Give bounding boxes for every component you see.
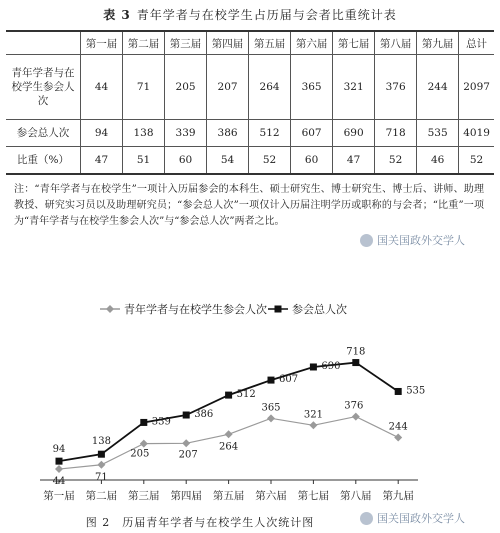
column-header: 第四届 bbox=[207, 31, 249, 55]
column-header: 第六届 bbox=[291, 31, 333, 55]
table-cell: 2097 bbox=[459, 55, 494, 120]
table-cell: 94 bbox=[81, 120, 123, 147]
watermark-text: 国关国政外交学人 bbox=[377, 234, 465, 247]
data-label: 138 bbox=[91, 436, 111, 448]
x-tick-label: 第一届 bbox=[43, 490, 75, 502]
table-row bbox=[6, 55, 494, 120]
table-row bbox=[6, 147, 494, 175]
column-header: 总计 bbox=[459, 31, 494, 55]
table-cell: 4019 bbox=[459, 120, 494, 147]
table-cell: 46 bbox=[417, 147, 459, 175]
data-label: 365 bbox=[261, 402, 281, 414]
table-cell: 205 bbox=[165, 55, 207, 120]
x-tick-label: 第六届 bbox=[255, 490, 287, 502]
data-point bbox=[225, 392, 232, 399]
table-note: 注：“青年学者与在校学生”一项计入历届参会的本科生、硕士研究生、博士研究生、博士后、讲师、助理教授、研究实习员以及助理研究员；“参会总人次”一项仅计入历届注明学历或职称的与会者；“比重”一项为“青年学者与在校学生参会人次”与“参会总人次”两者之比。 bbox=[14, 184, 484, 227]
data-point bbox=[268, 377, 275, 384]
x-tick-label: 第九届 bbox=[382, 490, 414, 502]
table-cell: 52 bbox=[375, 147, 417, 175]
x-tick-label: 第三届 bbox=[128, 490, 160, 502]
row-label: 青年学者与在校学生参会人次 bbox=[6, 55, 81, 120]
legend-marker bbox=[106, 305, 114, 313]
table-cell: 512 bbox=[249, 120, 291, 147]
table-row bbox=[6, 120, 494, 147]
data-label: 339 bbox=[151, 416, 171, 428]
data-point bbox=[310, 363, 317, 370]
data-label: 718 bbox=[346, 346, 366, 358]
legend-label: 参会总人次 bbox=[292, 303, 347, 316]
data-label: 512 bbox=[236, 389, 256, 401]
column-header: 第一届 bbox=[81, 31, 123, 55]
column-header: 第七届 bbox=[333, 31, 375, 55]
data-label: 207 bbox=[178, 449, 198, 461]
data-point bbox=[352, 359, 359, 366]
wechat-icon bbox=[360, 234, 373, 247]
table-cell: 60 bbox=[291, 147, 333, 175]
x-tick-label: 第二届 bbox=[85, 490, 118, 502]
table-title-text: 青年学者与在校学生占历届与会者比重统计表 bbox=[136, 8, 397, 22]
data-label: 535 bbox=[406, 385, 426, 397]
data-label: 386 bbox=[194, 409, 214, 421]
data-label: 264 bbox=[219, 441, 239, 453]
table-cell: 264 bbox=[249, 55, 291, 120]
table-header-row bbox=[6, 31, 494, 55]
data-point bbox=[225, 430, 233, 438]
data-point bbox=[56, 458, 63, 465]
row-label: 参会总人次 bbox=[6, 120, 81, 147]
table-cell: 47 bbox=[81, 147, 123, 175]
table-label: 表 3 bbox=[103, 8, 131, 22]
data-label: 205 bbox=[130, 448, 150, 460]
data-point bbox=[182, 439, 190, 447]
data-point bbox=[395, 388, 402, 395]
table-cell: 138 bbox=[123, 120, 165, 147]
data-point bbox=[97, 461, 105, 469]
column-header: 第二届 bbox=[123, 31, 165, 55]
watermark-text: 国关国政外交学人 bbox=[377, 512, 465, 525]
data-point bbox=[309, 421, 317, 429]
watermark bbox=[360, 510, 465, 526]
legend-marker bbox=[275, 306, 282, 313]
wechat-icon bbox=[360, 512, 373, 525]
table-cell: 44 bbox=[81, 55, 123, 120]
statistics-table bbox=[6, 30, 494, 175]
data-label: 94 bbox=[52, 444, 66, 456]
table-cell: 52 bbox=[459, 147, 494, 175]
x-tick-label: 第五届 bbox=[212, 490, 245, 502]
table-cell: 339 bbox=[165, 120, 207, 147]
table-cell: 386 bbox=[207, 120, 249, 147]
data-point bbox=[140, 440, 148, 448]
data-label: 244 bbox=[388, 421, 408, 433]
table-cell: 607 bbox=[291, 120, 333, 147]
table-cell: 321 bbox=[333, 55, 375, 120]
data-point bbox=[267, 414, 275, 422]
column-header: 第五届 bbox=[249, 31, 291, 55]
x-tick-label: 第八届 bbox=[340, 490, 372, 502]
data-label: 71 bbox=[95, 471, 108, 483]
data-label: 607 bbox=[279, 374, 299, 386]
column-header: 第九届 bbox=[417, 31, 459, 55]
data-label: 690 bbox=[321, 360, 341, 372]
x-tick-label: 第七届 bbox=[297, 490, 330, 502]
row-label: 比重（%） bbox=[6, 147, 81, 175]
table-cell: 690 bbox=[333, 120, 375, 147]
table-cell: 365 bbox=[291, 55, 333, 120]
table-cell: 47 bbox=[333, 147, 375, 175]
data-label: 44 bbox=[52, 476, 66, 488]
data-point bbox=[98, 451, 105, 458]
data-point bbox=[394, 433, 402, 441]
table-cell: 376 bbox=[375, 55, 417, 120]
line-chart bbox=[0, 288, 500, 510]
data-point bbox=[183, 412, 190, 419]
data-label: 321 bbox=[303, 409, 323, 421]
table-cell: 71 bbox=[123, 55, 165, 120]
column-header: 第三届 bbox=[165, 31, 207, 55]
figure-caption: 图 2 历届青年学者与在校学生人次统计图 bbox=[85, 516, 315, 529]
table-cell: 718 bbox=[375, 120, 417, 147]
table-cell: 52 bbox=[249, 147, 291, 175]
data-label: 376 bbox=[344, 400, 364, 412]
table-cell: 244 bbox=[417, 55, 459, 120]
watermark bbox=[360, 232, 465, 248]
data-point bbox=[140, 419, 147, 426]
table-cell: 51 bbox=[123, 147, 165, 175]
table-cell: 54 bbox=[207, 147, 249, 175]
table-cell: 535 bbox=[417, 120, 459, 147]
x-tick-label: 第四届 bbox=[170, 490, 202, 502]
table-cell: 60 bbox=[165, 147, 207, 175]
table-corner-cell bbox=[6, 31, 81, 55]
data-point bbox=[352, 413, 360, 421]
legend-label: 青年学者与在校学生参会人次 bbox=[124, 303, 267, 316]
column-header: 第八届 bbox=[375, 31, 417, 55]
table-title bbox=[0, 6, 500, 23]
table-cell: 207 bbox=[207, 55, 249, 120]
data-point bbox=[55, 465, 63, 473]
